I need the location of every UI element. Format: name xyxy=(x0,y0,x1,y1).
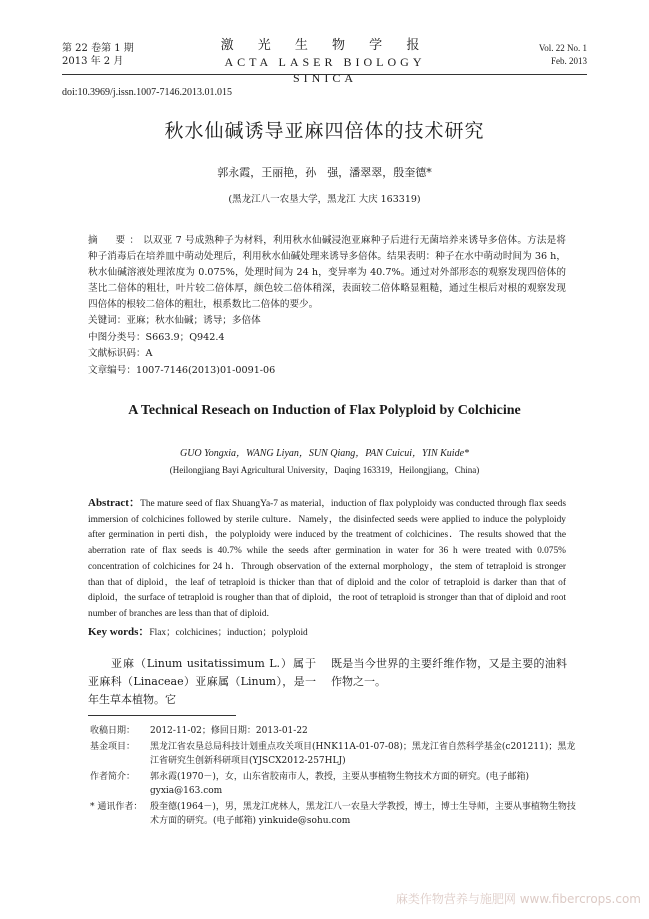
body-column-left xyxy=(88,655,316,709)
abstract-en xyxy=(88,496,566,623)
volume-issue-en: Vol. 22 No. 1 xyxy=(538,43,587,53)
journal-name-en: ACTA LASER BIOLOGY SINICA xyxy=(224,55,426,85)
affiliation-en: (Heilongjiang Bayi Agricultural University，Daqing 163319，Heilongjiang，China) xyxy=(169,465,480,475)
classification-number: 中图分类号：S663.9；Q942.4 xyxy=(88,331,225,343)
site-watermark: 麻类作物营养与施肥网 www.fibercrops.com xyxy=(395,892,641,906)
issue-info-en xyxy=(539,42,587,68)
abstract-cn-label: 摘 要： xyxy=(88,235,144,246)
doi[interactable]: doi:10.3969/j.issn.1007-7146.2013.01.015 xyxy=(62,87,233,98)
abstract-en-text: The mature seed of flax ShuangYa-7 as material，induction of flax polyploidy was conducted through flax seeds immersion of colchicines followed by sterile culture．Namely，the disinfected seeds were applied to induce the polyploidy after germination in perti dish，the polyploidy were induced by the treatment of colchicines．The results showed that the aberration rate of flax seeds is 40.7% while the seeds after germination in water for 36 h were treated with 0.075% concentration of colchicines for 24 h．Through observation of the external morphology，the stem of tetraploid is stronger than that of diploid，the leaf of tetraploid is thicker than that of diploid and the color of tetraploid is darker than that of diploid，the surface of tetraploid is rougher than that of diploid，the root of tetraploid is stronger than that of diploid and root number of branches are less than that of diploid. xyxy=(88,499,567,619)
footnote-rule xyxy=(88,715,236,716)
footnotes xyxy=(90,724,580,830)
footnote-author-bio xyxy=(90,770,580,799)
journal-name-cn: 激 光 生 物 学 报 xyxy=(220,38,430,53)
footnote-received xyxy=(90,724,580,739)
footnote-key: * 通讯作者： xyxy=(90,801,143,812)
keywords-en-label: Key words： xyxy=(88,626,150,638)
footnote-text: 2012-11-02；修回日期：2013-01-22 xyxy=(150,726,308,736)
date-cn: 2013 年 2 月 xyxy=(62,56,124,67)
footnote-text: 黑龙江省农垦总局科技计划重点攻关项目(HNK11A-01-07-08)；黑龙江省自然科学基金(c201211)；黑龙江省研究生创新科研项目(YJSCX2012-257HLJ) xyxy=(150,741,576,766)
affiliation-cn: (黑龙江八一农垦大学，黑龙江 大庆 163319) xyxy=(228,194,421,205)
keywords-en xyxy=(88,623,566,639)
footnote-key: 作者简介： xyxy=(90,771,136,782)
keywords-cn: 关键词：亚麻；秋水仙碱；诱导；多倍体 xyxy=(88,315,261,326)
issue-info-cn xyxy=(62,42,134,68)
authors-cn: 郭永霞，王丽艳，孙 强，潘翠翠，殷奎德* xyxy=(217,166,432,179)
article-number: 文章编号：1007-7146(2013)01-0091-06 xyxy=(88,364,276,376)
body-paragraph-start: 亚麻（Linum usitatissimum L.）属于亚麻科（Linaceae）亚麻属（Linum），是一年生草本植物。它 xyxy=(88,657,316,706)
footnote-funding xyxy=(90,740,580,769)
date-en: Feb. 2013 xyxy=(551,56,587,66)
footnote-key: 收稿日期： xyxy=(90,726,136,736)
footnote-key: 基金项目： xyxy=(90,741,136,752)
article-title-en: A Technical Reseach on Induction of Flax Polyploid by Colchicine xyxy=(128,403,521,418)
body-column-right: 既是当今世界的主要纤维作物，又是主要的油料作物之一。 xyxy=(331,657,567,688)
footnote-text: 殷奎德(1964－)，男，黑龙江虎林人，黑龙江八一农垦大学教授，博士，博士生导师，主要从事植物生物技术方面的研究。(电子邮箱) yinkuide@sohu.com xyxy=(150,801,576,826)
journal-name xyxy=(200,38,450,86)
footnote-corresponding-author xyxy=(90,800,580,829)
header-rule xyxy=(62,74,587,75)
footnote-text: 郭永霞(1970－)，女，山东省胶南市人，教授，主要从事植物生物技术方面的研究。(电子邮箱) gyxia@163.com xyxy=(150,771,529,796)
document-code: 文献标识码：A xyxy=(88,348,153,359)
article-metadata-cn xyxy=(88,313,275,379)
article-title-cn: 秋水仙碱诱导亚麻四倍体的技术研究 xyxy=(164,120,485,142)
keywords-en-text: Flax；colchicines；induction；polyploid xyxy=(149,628,308,638)
abstract-cn xyxy=(88,233,566,313)
authors-en: GUO Yongxia，WANG Liyan，SUN Qiang，PAN Cuicui，YIN Kuide* xyxy=(179,448,470,459)
abstract-en-label: Abstract： xyxy=(88,497,141,509)
abstract-cn-text: 以双亚 7 号成熟种子为材料，利用秋水仙碱浸泡亚麻种子后进行无菌培养来诱导多倍体。方法是将种子消毒后在培养皿中萌动处理后，利用秋水仙碱处理来诱导多倍体。结果表明：种子在水中萌动时间为 36 h，秋水仙碱溶液处理浓度为 0.075%，处理时间为 24 h，变异率为 40.7%。通过对外部形态的观察发现四倍体的茎比二倍体的粗壮，叶片较二倍体厚，颜色较二倍体稍深，表面较二倍体略显粗糙，通过生根后对根的观察发现四倍体的根较二倍体的粗壮，根系数比二倍体的要少。 xyxy=(88,235,567,310)
volume-issue-cn: 第 22 卷第 1 期 xyxy=(62,43,134,54)
